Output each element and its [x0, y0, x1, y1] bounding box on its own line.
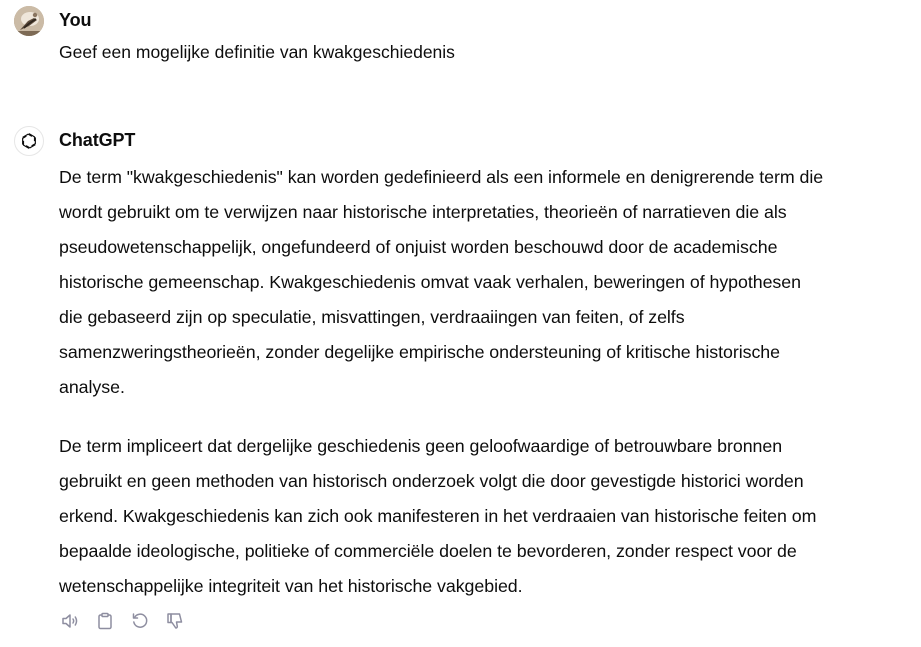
text-line: historische gemeenschap. Kwakgeschiedenis omvat vaak verhalen, beweringen of hypothesen: [59, 272, 801, 292]
user-author-name: You: [59, 10, 92, 30]
text-line: erkend. Kwakgeschiedenis kan zich ook manifesteren in het verdraaien van historische feiten om: [59, 506, 817, 526]
response-paragraph-2: [59, 429, 921, 604]
read-aloud-button[interactable]: [58, 609, 81, 632]
text-line: wetenschappelijke integriteit van het historische vakgebied.: [59, 576, 523, 596]
user-avatar: [14, 6, 44, 36]
text-line: die gebaseerd zijn op speculatie, misvattingen, verdraaiingen van feiten, of zelfs: [59, 307, 685, 327]
text-line: gebruikt en geen methoden van historisch onderzoek volgt die door gevestigde historici worden: [59, 471, 804, 491]
text-line: pseudowetenschappelijk, ongefundeerd of onjuist worden beschouwd door de academische: [59, 237, 778, 257]
text-line: samenzweringstheorieën, zonder degelijke empirische ondersteuning of kritische historische: [59, 342, 780, 362]
thumbs-down-icon: [165, 611, 185, 631]
clipboard-icon: [95, 611, 115, 631]
text-line: De term impliceert dat dergelijke geschiedenis geen geloofwaardige of betrouwbare bronnen: [59, 436, 783, 456]
text-line: analyse.: [59, 377, 125, 397]
user-message-text: Geef een mogelijke definitie van kwakgeschiedenis: [59, 42, 455, 62]
copy-button[interactable]: [93, 609, 116, 632]
assistant-response: [59, 160, 921, 604]
bad-response-button[interactable]: [163, 609, 186, 632]
speaker-icon: [60, 611, 80, 631]
message-actions-toolbar: [58, 609, 186, 632]
text-line: wordt gebruikt om te verwijzen naar historische interpretaties, theorieën of narratieven die als: [59, 202, 787, 222]
user-avatar-image: [14, 6, 44, 36]
text-line: De term "kwakgeschiedenis" kan worden gedefinieerd als een informele en denigrerende term die: [59, 167, 824, 187]
text-line: bepaalde ideologische, politieke of commerciële doelen te bevorderen, zonder respect voor de: [59, 541, 797, 561]
regenerate-button[interactable]: [128, 609, 151, 632]
assistant-author-name: ChatGPT: [59, 130, 136, 150]
response-paragraph-1: [59, 160, 921, 405]
chatgpt-logo-icon: [14, 126, 44, 156]
regenerate-icon: [130, 611, 150, 631]
